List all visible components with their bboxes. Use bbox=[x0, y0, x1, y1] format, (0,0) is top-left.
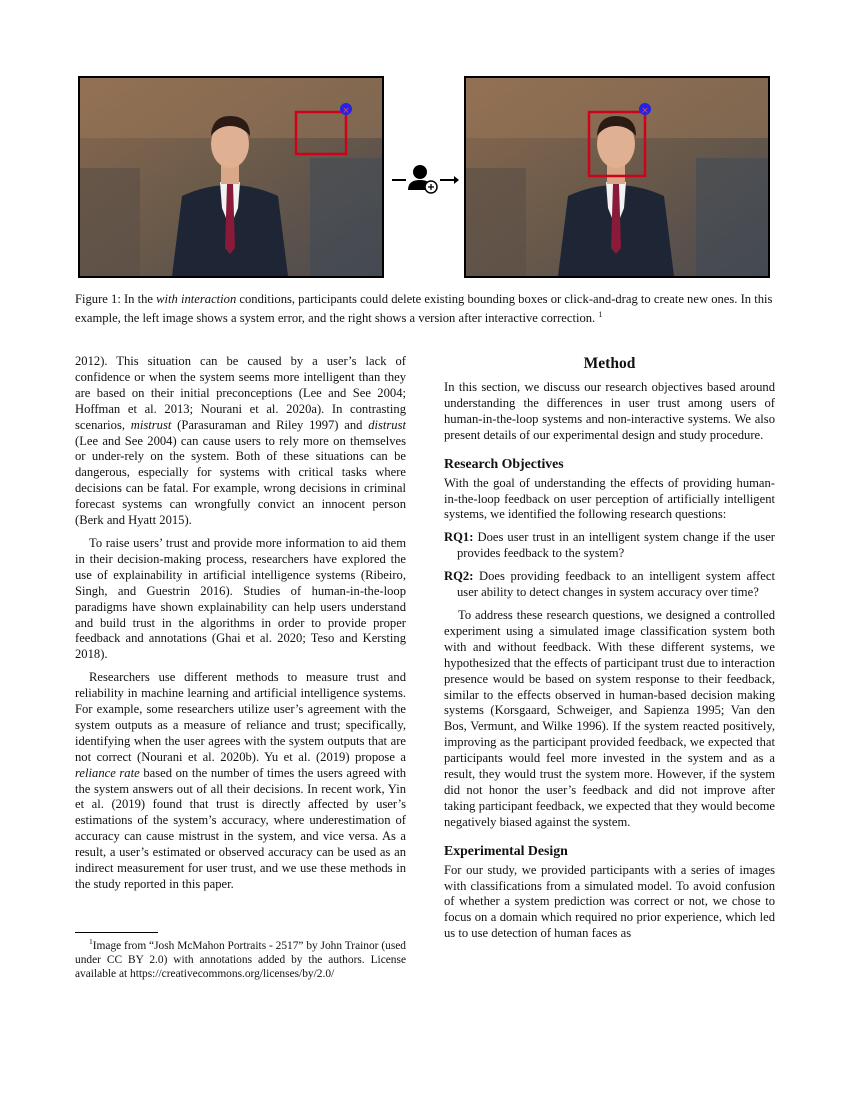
delete-box-marker[interactable]: × bbox=[641, 106, 649, 116]
delete-box-marker[interactable]: × bbox=[342, 106, 350, 116]
section-title-method: Method bbox=[583, 355, 636, 372]
left-column bbox=[75, 354, 406, 893]
right-column bbox=[444, 354, 775, 942]
paragraph: To address these research questions, we designed a controlled experiment using a simulated image classification system both with and without feedback. With these different systems, we hypothesized that the effects of participant trust due to interaction presence would be based on system response to their feedback, similar to the effects observed in human-based decision making systems (Korsgaard, Schweiger, and Sapienza 1995; Van den Bos, Vermunt, and Wilke 1996). If the system reacted positively, improving as the participant provided feedback, we expected that participants would feel more invested in the system and as a result, they would trust the system more. However, if the system did not honor the user’s feedback and did not improve after taking participant feedback, we expected that they would become negatively biased against the system. bbox=[444, 607, 775, 829]
right-image-corrected bbox=[464, 76, 770, 278]
footnote-mark: 1 bbox=[598, 310, 603, 319]
arrow-right-icon bbox=[454, 176, 459, 184]
figure-1 bbox=[78, 76, 772, 278]
subsection-research-objectives: Research Objectives bbox=[444, 455, 564, 471]
paragraph: In this section, we discuss our research objectives based around understanding the differences in user trust among users of human-in-the-loop systems and non-interactive systems. We also present details of our experimental design and study procedure. bbox=[444, 380, 775, 442]
add-user-icon bbox=[413, 165, 427, 179]
paragraph: Researchers use different methods to measure trust and reliability in machine learning and artificial intelligence systems. For example, some researchers utilize user’s agreement with the system outputs as a measure of reliance and trust; specifically, identifying when the user agrees with the system outputs that are not correct (Nourani et al. 2020b). Yu et al. (2019) propose a reliance rate based on the number of times the users agreed with the system answers out of all their decisions. In recent work, Yin et al. (2019) found that trust is directly affected by user’s estimations of the system’s accuracy, where underestimation of accuracy can cause mistrust in the system, and vice versa. As a result, a user’s estimated or observed accuracy can be used as an indirect measurement for user trust, and we use these methods in the study reported in this paper. bbox=[75, 670, 406, 891]
paragraph: To raise users’ trust and provide more information to aid them in their decision-making process, researchers have explored the use of explainability in artificial intelligence systems (Ribeiro, Singh, and Guestrin 2016). Studies of human-in-the-loop paradigms have shown explainability can help users understand and build trust in the algorithms in order to provide proper feedback and annotations (Ghai et al. 2020; Teso and Kersting 2018). bbox=[75, 535, 406, 662]
subsection-experimental-design: Experimental Design bbox=[444, 842, 568, 858]
footnote: $^1$Image from “Josh McMahon Portraits - 2517” by John Trainor (used under CC BY 2.0) with annotations added by the authors. License available at https://creativecommons.org/licenses/by/2.0/ bbox=[75, 937, 406, 981]
research-question-2: RQ2: Does providing feedback to an intelligent system affect user ability to detect changes in system accuracy over time? bbox=[444, 569, 775, 600]
research-question-1: RQ1: Does user trust in an intelligent system change if the user provides feedback to the system? bbox=[444, 530, 775, 561]
caption-italic: with interaction bbox=[156, 292, 237, 306]
paragraph: With the goal of understanding the effects of providing human-in-the-loop feedback on user perception of artificially intelligent systems, we identified the following research questions: bbox=[444, 475, 775, 522]
footnote-rule bbox=[75, 932, 158, 933]
figure-caption bbox=[75, 291, 777, 326]
left-image-system-error bbox=[78, 76, 384, 278]
paragraph: For our study, we provided participants with a series of images with classifications from a simulated model. To avoid confusion of whether a system prediction was correct or not, we chose to focus on a domain which required no prior experience, which led us to use detection of human faces as bbox=[444, 862, 775, 941]
caption-text: conditions, participants could delete existing bounding boxes or click-and-drag to create new ones. In this example, the left image shows a system error, and the right shows a version after interactive correction. bbox=[75, 292, 773, 326]
human-feedback-connector bbox=[390, 160, 460, 200]
paragraph: 2012). This situation can be caused by a user’s lack of confidence or when the system seems more intelligent than they are based on their initial preconceptions (Lee and See 2004; Hoffman et al. 2013; Nourani et al. 2020a). In contrasting scenarios, mistrust (Parasuraman and Riley 1997) and distrust (Lee and See 2004) can cause users to rely more on themselves or under-rely on the system. Both of these situations can be dangerous, especially for systems with critical tasks where decisions can be fatal. For example, wrong decisions in criminal forecast systems can wrongfully convict an innocent person (Berk and Hyatt 2015). bbox=[75, 354, 406, 528]
caption-text: Figure 1: In the bbox=[75, 292, 157, 306]
